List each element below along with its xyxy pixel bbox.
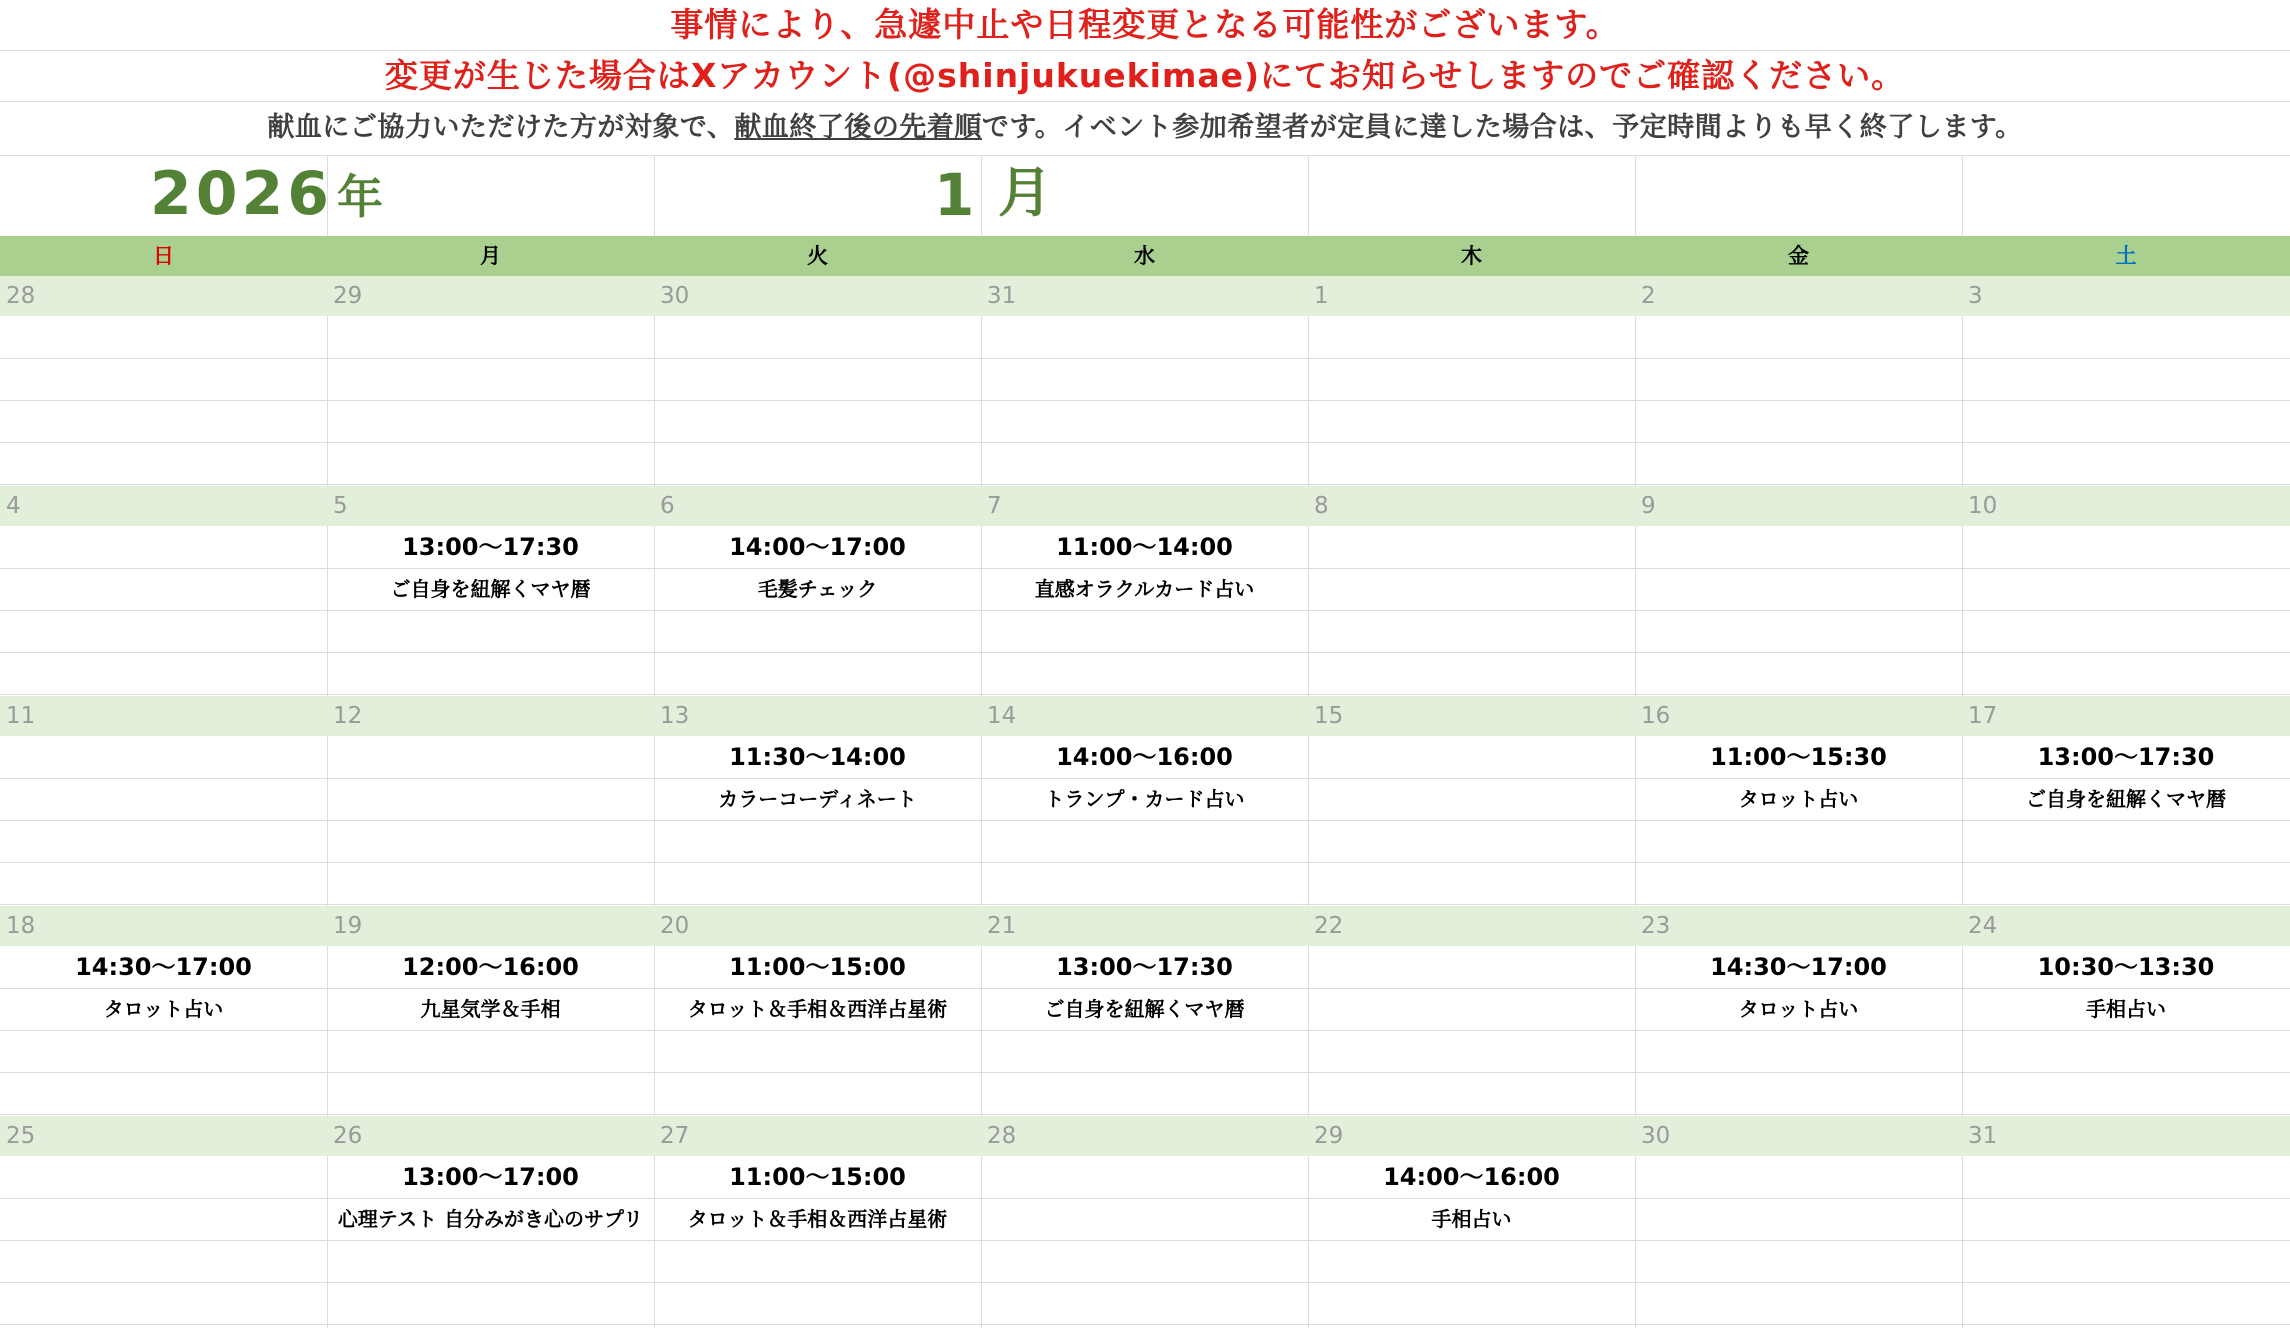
day-number: 29	[1314, 1123, 1344, 1149]
event-time: 13:00～17:30	[402, 533, 579, 561]
event-time: 14:00～16:00	[1383, 1163, 1560, 1191]
row-gridline	[0, 484, 2290, 485]
event-title: ご自身を紐解くマヤ暦	[2026, 787, 2226, 811]
notice-line-2: 変更が生じた場合はXアカウント(@shinjukuekimae)にてお知らせしますのでご確認ください。	[384, 56, 1906, 95]
row-gridline	[0, 400, 2290, 401]
day-number: 2	[1641, 283, 1656, 309]
event-title: タロット占い	[103, 997, 224, 1021]
event-time: 13:00～17:30	[1056, 953, 1233, 981]
event-title: 心理テスト 自分みがき心のサプリ	[337, 1207, 644, 1231]
notice-line-3-text: 献血にご協力いただけた方が対象で、	[267, 112, 735, 143]
day-number: 24	[1968, 913, 1998, 939]
row-gridline	[0, 1282, 2290, 1283]
day-number: 12	[333, 703, 363, 729]
weekday-label: 水	[1134, 244, 1155, 268]
notice-line-3-text-end: です。イベント参加希望者が定員に達した場合は、予定時間よりも早く終了します。	[981, 112, 2023, 143]
day-number: 9	[1641, 493, 1656, 519]
day-number: 22	[1314, 913, 1344, 939]
calendar-month: 1	[934, 161, 975, 229]
event-title: タロット＆手相＆西洋占星術	[687, 1207, 948, 1231]
row-gridline	[0, 50, 2290, 51]
day-number: 19	[333, 913, 363, 939]
day-number: 23	[1641, 913, 1671, 939]
event-time: 11:00～15:00	[729, 953, 906, 981]
weekday-label: 木	[1461, 244, 1482, 268]
weekday-label: 金	[1788, 244, 1809, 268]
day-number: 17	[1968, 703, 1998, 729]
day-number: 31	[1968, 1123, 1998, 1149]
day-number: 4	[6, 493, 21, 519]
event-time: 13:00～17:00	[402, 1163, 579, 1191]
event-time: 14:30～17:00	[1710, 953, 1887, 981]
event-title: トランプ・カード占い	[1044, 787, 1245, 811]
calendar-year: 2026	[150, 159, 333, 229]
weekday-label: 土	[2115, 244, 2137, 268]
event-title: ご自身を紐解くマヤ暦	[390, 577, 591, 601]
event-time: 11:00～14:00	[1056, 533, 1233, 561]
event-time: 14:00～16:00	[1056, 743, 1233, 771]
row-gridline	[0, 1240, 2290, 1241]
row-gridline	[0, 694, 2290, 695]
row-gridline	[0, 358, 2290, 359]
event-time: 11:00～15:30	[1710, 743, 1887, 771]
event-title: タロット＆手相＆西洋占星術	[687, 997, 948, 1021]
event-title: 手相占い	[2086, 997, 2166, 1021]
event-title: ご自身を紐解くマヤ暦	[1044, 997, 1245, 1021]
event-time: 12:00～16:00	[402, 953, 579, 981]
calendar-month-unit: 月	[998, 161, 1052, 224]
day-number: 26	[333, 1123, 363, 1149]
day-number: 3	[1968, 283, 1983, 309]
day-number: 20	[660, 913, 690, 939]
event-title: 九星気学＆手相	[420, 997, 561, 1021]
event-title: カラーコーディネート	[718, 787, 917, 811]
notice-line-3	[0, 106, 2290, 150]
event-time: 11:30～14:00	[729, 743, 906, 771]
day-number: 31	[987, 283, 1017, 309]
day-number: 11	[6, 703, 36, 729]
day-number: 29	[333, 283, 363, 309]
day-number: 15	[1314, 703, 1344, 729]
event-title: タロット占い	[1738, 997, 1859, 1021]
day-number: 30	[1641, 1123, 1671, 1149]
row-gridline	[0, 904, 2290, 905]
day-number: 8	[1314, 493, 1329, 519]
day-number: 14	[987, 703, 1017, 729]
row-gridline	[0, 652, 2290, 653]
weekday-label: 日	[153, 244, 174, 268]
row-gridline	[0, 820, 2290, 821]
day-number: 16	[1641, 703, 1671, 729]
event-time: 11:00～15:00	[729, 1163, 906, 1191]
row-gridline	[0, 862, 2290, 863]
event-title: 手相占い	[1431, 1207, 1512, 1231]
notice-line-1: 事情により、急遽中止や日程変更となる可能性がございます。	[670, 5, 1620, 44]
day-number: 25	[6, 1123, 36, 1149]
row-gridline	[0, 442, 2290, 443]
event-title: タロット占い	[1738, 787, 1859, 811]
row-gridline	[0, 101, 2290, 102]
event-title: 直感オラクルカード占い	[1034, 577, 1255, 601]
calendar-year-unit: 年	[337, 170, 383, 224]
event-title: 毛髪チェック	[757, 577, 878, 601]
day-number: 28	[987, 1123, 1017, 1149]
weekday-label: 火	[807, 244, 828, 268]
notice-underlined-text: 献血終了後の先着順	[734, 112, 982, 143]
day-number: 5	[333, 493, 348, 519]
row-gridline	[0, 1072, 2290, 1073]
day-number: 13	[660, 703, 690, 729]
event-time: 13:00～17:30	[2037, 743, 2215, 771]
row-gridline	[0, 610, 2290, 611]
weekday-label: 月	[480, 244, 501, 268]
day-number: 10	[1968, 493, 1998, 519]
event-time: 14:00～17:00	[729, 533, 906, 561]
day-number: 18	[6, 913, 36, 939]
day-number: 28	[6, 283, 36, 309]
row-gridline	[0, 1324, 2290, 1325]
day-number: 7	[987, 493, 1002, 519]
day-number: 27	[660, 1123, 690, 1149]
event-time: 10:30～13:30	[2037, 953, 2215, 981]
row-gridline	[0, 1114, 2290, 1115]
day-number: 1	[1314, 283, 1329, 309]
row-gridline	[0, 155, 2290, 156]
row-gridline	[0, 1030, 2290, 1031]
day-number: 30	[660, 283, 690, 309]
day-number: 21	[987, 913, 1017, 939]
event-time: 14:30～17:00	[75, 953, 252, 981]
day-number: 6	[660, 493, 675, 519]
